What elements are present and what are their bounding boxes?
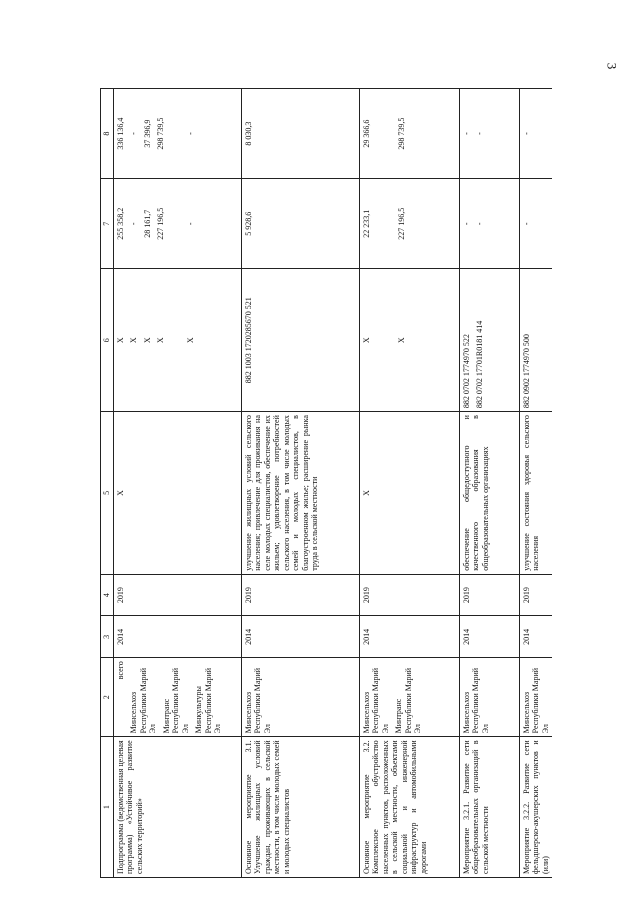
executor: Минсельхоз Республики Марий Эл bbox=[242, 658, 360, 737]
amount-value: - bbox=[129, 222, 139, 226]
executor: Минсельхоз Республики Марий Эл bbox=[362, 667, 390, 734]
amount-value: 5 928,6 bbox=[242, 179, 360, 269]
budget-code: X bbox=[129, 337, 139, 344]
budget-code-cell bbox=[360, 269, 460, 412]
executor: Минсельхоз Республики Марий Эл bbox=[129, 667, 158, 734]
expected-result: улучшение жилищных условий сельского населения; привлечение для проживания на селе молодых специалистов, обеспечение их жильем; удовлетворение потребностей сельского населения, в том числе молодых семей и молодых специалистов, в благоустроенном жилье; расширение рынка труда в сельской местности bbox=[242, 412, 360, 575]
start-year: 2014 bbox=[360, 616, 460, 658]
amount-value: 298 739,5 bbox=[397, 117, 407, 150]
rotated-table-container bbox=[100, 88, 550, 878]
amount-value: 37 396,9 bbox=[142, 119, 152, 148]
amount-value: - bbox=[185, 222, 195, 226]
executor: всего bbox=[116, 661, 125, 680]
col-header-2: 2 bbox=[101, 658, 114, 737]
budget-code: 882 0702 1774970 522 bbox=[462, 334, 471, 409]
executor-cell bbox=[114, 658, 242, 737]
col-header-4: 4 bbox=[101, 574, 114, 616]
amount-value: 227 196,5 bbox=[156, 207, 166, 240]
amount-cell bbox=[460, 179, 520, 269]
col-header-6: 6 bbox=[101, 269, 114, 412]
end-year: 2019 bbox=[242, 574, 360, 616]
row-title: Основное мероприятие 3.1. Улучшение жилищных условий граждан, проживающих в сельской местности, в том числе молодых семей и молодых специалистов bbox=[242, 737, 360, 878]
start-year: 2014 bbox=[114, 616, 242, 658]
amount-value: - bbox=[520, 179, 553, 269]
end-year: 2019 bbox=[360, 574, 460, 616]
amount-cell bbox=[360, 89, 460, 179]
row-title: Основное мероприятие 3.2. Комплексное обустройство населенных пунктов, расположенных в сельской местности, объектами социальной и инженерной инфраструктур и автомобильными дорогами bbox=[360, 737, 460, 878]
amount-value: 22 233,1 bbox=[362, 209, 371, 238]
program-table bbox=[100, 88, 552, 878]
budget-code: 882 1003 1720285670 521 bbox=[242, 269, 360, 412]
table-row bbox=[460, 89, 520, 878]
header-row bbox=[101, 89, 114, 878]
start-year: 2014 bbox=[520, 616, 553, 658]
amount-value: 227 196,5 bbox=[397, 207, 407, 240]
executor: Минсельхоз Республики Марий Эл bbox=[520, 658, 553, 737]
end-year: 2019 bbox=[520, 574, 553, 616]
table-row bbox=[114, 89, 242, 878]
budget-code: X bbox=[156, 337, 166, 344]
amount-value: 8 030,3 bbox=[242, 89, 360, 179]
budget-code: X bbox=[185, 337, 195, 344]
amount-value: 255 358,2 bbox=[116, 207, 125, 240]
amount-value: - bbox=[462, 132, 471, 135]
table-row bbox=[520, 89, 553, 878]
budget-code: X bbox=[142, 337, 152, 344]
executor: Минтранс Республики Марий Эл bbox=[161, 667, 190, 734]
budget-code-cell bbox=[460, 269, 520, 412]
amount-value: - bbox=[129, 132, 139, 135]
budget-code: 882 0902 1774970 500 bbox=[520, 269, 553, 412]
table-row bbox=[242, 89, 360, 878]
amount-value: - bbox=[475, 132, 485, 135]
amount-value: - bbox=[185, 132, 195, 135]
amount-cell bbox=[114, 89, 242, 179]
amount-value: - bbox=[462, 222, 471, 226]
end-year: 2019 bbox=[114, 574, 242, 616]
expected-result: X bbox=[360, 412, 460, 575]
amount-value: - bbox=[520, 89, 553, 179]
expected-result: X bbox=[114, 412, 242, 575]
executor: Минкультуры Республики Марий Эл bbox=[194, 667, 222, 734]
budget-code: X bbox=[116, 337, 125, 344]
end-year: 2019 bbox=[460, 574, 520, 616]
row-title: Мероприятие 3.2.1. Развитие сети общеобразовательных организаций в сельской местности bbox=[460, 737, 520, 878]
row-title: Мероприятие 3.2.2. Развитие сети фельдшерско-акушерских пунктов и (или) bbox=[520, 737, 553, 878]
amount-cell bbox=[360, 179, 460, 269]
amount-value: 298 739,5 bbox=[156, 117, 166, 150]
executor: Минтранс Республики Марий Эл bbox=[394, 667, 423, 734]
col-header-1: 1 bbox=[101, 737, 114, 878]
budget-code: X bbox=[397, 337, 407, 344]
col-header-5: 5 bbox=[101, 412, 114, 575]
col-header-7: 7 bbox=[101, 179, 114, 269]
amount-cell bbox=[460, 89, 520, 179]
amount-value: 29 366,6 bbox=[362, 119, 371, 148]
col-header-3: 3 bbox=[101, 616, 114, 658]
amount-cell bbox=[114, 179, 242, 269]
table-row bbox=[360, 89, 460, 878]
expected-result: обеспечение общедоступного и качественного образования в общеобразовательных организациях bbox=[460, 412, 520, 575]
expected-result: улучшение состояния здоровья сельского населения bbox=[520, 412, 553, 575]
executor-cell bbox=[360, 658, 460, 737]
col-header-8: 8 bbox=[101, 89, 114, 179]
budget-code: X bbox=[362, 337, 371, 344]
budget-code: 882 0702 17701R0181 414 bbox=[475, 320, 485, 409]
amount-value: 28 161,7 bbox=[142, 209, 152, 238]
budget-code-cell bbox=[114, 269, 242, 412]
amount-value: - bbox=[475, 222, 485, 226]
start-year: 2014 bbox=[460, 616, 520, 658]
row-title: Подпрограмма (ведомственная целевая программа) «Устойчивое развитие сельских территорий» bbox=[114, 737, 242, 878]
amount-value: 336 136,4 bbox=[116, 117, 125, 150]
page-number: 3 bbox=[604, 62, 620, 70]
executor: Минсельхоз Республики Марий Эл bbox=[460, 658, 520, 737]
start-year: 2014 bbox=[242, 616, 360, 658]
